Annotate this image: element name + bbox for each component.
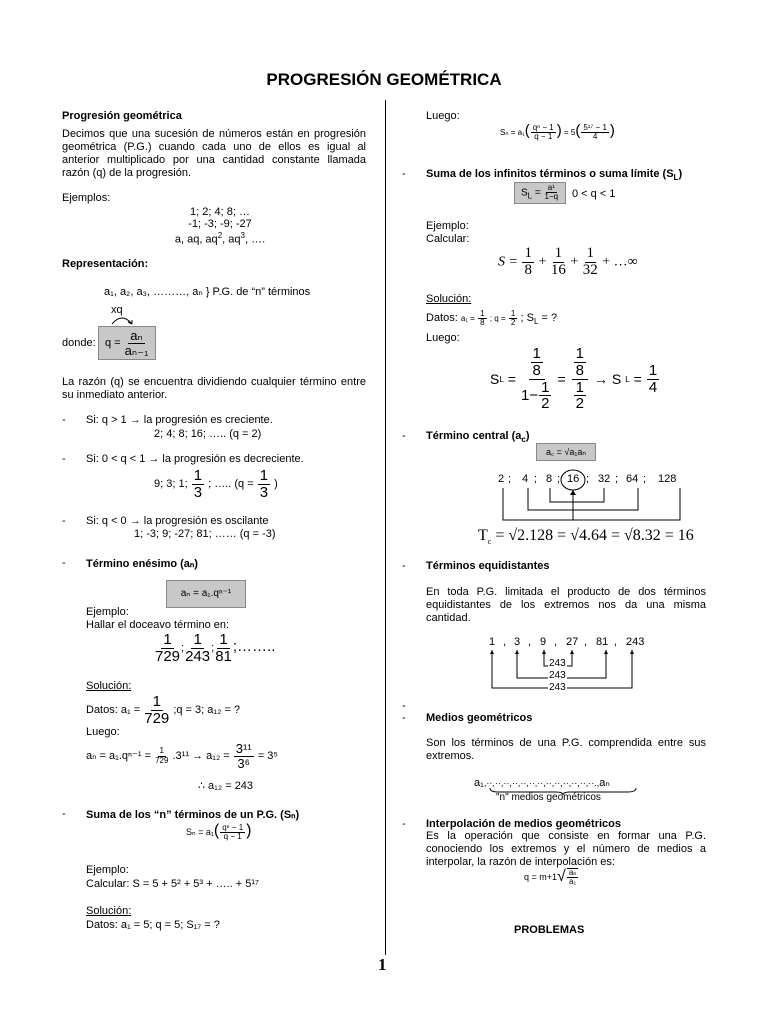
suma-limite-formula-box: $S_L$ = $\frac{\text{a¹}}{1-q}$ [514,182,566,204]
sequence-fractions: $\frac{1}{729}$ ; $\frac{1}{243}$ ; $\frac{1}{81}$ ;…….. [155,631,276,665]
problemas-heading: PROBLEMAS [514,924,585,936]
ejemplo-label: Ejemplo: [426,220,469,232]
infinite-series: S = $\frac{1}{8}$ + $\frac{1}{16}$ + $\frac{1}{32}$ + …∞ [498,245,638,278]
example-3: a, aq, $aq^2$, $aq^3$, …. [174,231,266,246]
seq-term: 128 [658,473,677,485]
seq-term: 64 [626,473,639,485]
medios-label: "n" medios geométricos [496,792,601,803]
seq-term: 8 [546,473,553,485]
central-diagram [490,466,690,526]
central-result: $T_c = √2.128 = √4.64 = √8.32 = 16$ [478,527,694,547]
seq-term: 27 [566,636,579,648]
product-label: 243 [549,682,566,693]
heading-terminos-equidistantes: Términos equidistantes [426,560,550,572]
bullet-dash: - [62,557,66,569]
bullet-dash: - [402,430,406,442]
suma-limite-computation: S L = $\frac{1}{8}$ 1− $\frac{1}{2}$ = $\frac{\frac{1}{8}}{\frac{1}{2}}$ → S L = $\frac{1}{4}$ [490,345,658,413]
case-decreciente: Si: 0 < q < 1 → la progresión es decreciente. [86,453,304,465]
seq-term: 1 [489,636,496,648]
equidistant-sequence: 1 , 3 , 9 , 27 , 81 , 243 [489,636,645,648]
enesimo-computation: aₙ = a₁.qⁿ⁻¹ = $\frac{1}{729}$ .3¹¹ → a₁₂ = $\frac{\text{3¹¹}}{\text{3⁶}}$ = 3⁵ [86,741,278,771]
case-creciente-example: 2; 4; 8; 16; ….. (q = 2) [154,428,262,440]
case-creciente: Si: q > 1 → la progresión es creciente. [86,414,273,426]
heading-termino-enesimo: Término enésimo (aₙ) [86,558,198,570]
page-title: PROGRESIÓN GEOMÉTRICA [266,70,502,89]
equidistantes-paragraph: En toda P.G. limitada el producto de dos términos equidistantes de los extremos nos da una misma cantidad. [426,586,706,624]
example-1: 1; 2; 4; 8; … [190,206,250,218]
case-oscilante-example: 1; -3; 9; -27; 81; …… (q = -3) [134,528,276,540]
seq-term: 243 [626,636,645,648]
razon-paragraph: La razón (q) se encuentra dividiendo cualquier término entre su inmediato anterior. [62,376,366,401]
seq-term: 9 [540,636,547,648]
seq-term: 81 [596,636,609,648]
luego-label: Luego: [426,110,460,122]
bullet-dash: - [402,700,406,712]
central-formula-box: a꜀ = √a₁aₙ [536,443,596,461]
bullet-dash: - [62,515,66,527]
bullet-dash: - [402,168,406,180]
bullet-dash: - [62,453,66,465]
datos-line: Datos: a₁ = 5; q = 5; S₁₇ = ? [86,919,220,931]
bullet-dash: - [402,818,406,830]
result-a12: ∴ a₁₂ = 243 [198,780,254,792]
product-label: 243 [549,670,566,681]
datos-line: Datos: a₁ = $\frac{1}{729}$ ;q = 3; a₁₂ = ? [86,693,241,727]
bullet-dash: - [62,808,66,820]
interpolacion-formula: q = m+1 √ $\frac{\text{aₙ}}{\text{a₁}}$ [524,868,577,887]
solucion-label: Solución: [426,293,472,305]
calcular-text: Calcular: S = 5 + 5² + 5³ + ….. + 5¹⁷ [86,878,260,890]
product-label: 243 [549,658,566,669]
xq-label: xq [111,304,123,316]
column-divider [385,100,386,955]
central-sequence: 2 ; 4 ; 8 ; 16 ; 32 ; 64 ; 128 [498,473,677,485]
bullet-dash: - [402,712,406,724]
equidistant-diagram [486,648,686,694]
interpolacion-paragraph: Es la operación que consiste en formar una P.G. conociendo los extremos y el número de medios a interpolar, la razón de interpolación es: [426,830,706,868]
solucion-label: Solución: [86,680,132,692]
donde-label: donde: [62,337,96,349]
heading-suma-n: Suma de los “n” términos de un P.G. (Sₙ) [86,809,300,821]
example-2: -1; -3; -9; -27 [188,218,252,230]
hallar-text: Hallar el doceavo término en: [86,619,230,631]
page-number: 1 [378,955,387,974]
heading-medios-geometricos: Medios geométricos [426,712,533,724]
heading-suma-limite: Suma de los infinitos términos o suma límite $(S_L)$ [426,168,683,183]
medios-paragraph: Son los términos de una P.G. comprendida entre sus extremos. [426,737,706,762]
luego-label: Luego: [86,726,120,738]
case-oscilante: Si: q < 0 → la progresión es oscilante [86,515,269,527]
bullet-dash: - [402,560,406,572]
seq-term: 4 [522,473,529,485]
calcular-label: Calcular: [426,233,470,245]
suma-computation: Sₙ = a₁( $\frac{\text{qⁿ − 1}}{q - 1}$ ) = 5( $\frac{\text{5¹⁷ − 1}}{4}$ ) [500,122,615,142]
seq-term: 32 [598,473,611,485]
seq-term: 2 [498,473,505,485]
seq-term: 3 [514,636,521,648]
intro-paragraph: Decimos que una sucesión de números están en progresión geométrica (P.G.) cuando cada uno de ellos es igual al anterior multiplicado por una cantidad constante llamada razón (q) de la progresión. [62,128,366,179]
heading-termino-central: Término central $(a_c)$ [426,430,530,445]
solucion-label: Solución: [86,905,132,917]
condition-text: 0 < q < 1 [572,188,616,200]
ejemplo-label: Ejemplo: [86,864,129,876]
heading-representacion: Representación: [62,258,149,270]
ejemplos-label: Ejemplos: [62,192,111,204]
seq-term-central: 16 [567,473,580,485]
medios-formula: a₁,··,··,··,··,··,··,··,··,··,··,··,··,··.,aₙ [474,777,610,789]
enesimo-formula-box: aₙ = a₁.qⁿ⁻¹ [166,580,246,608]
luego-label: Luego: [426,332,460,344]
bullet-dash: - [62,414,66,426]
razon-formula-box: q = $\frac{\text{aₙ}}{\text{aₙ₋₁}}$ [98,326,156,360]
case-decreciente-example: 9; 3; 1; $\frac{1}{3}$ ; ….. (q = $\frac{1}{3}$ ) [154,467,278,501]
ejemplo-label: Ejemplo: [86,606,129,618]
heading-progresion: Progresión geométrica [62,110,182,122]
suma-formula: Sₙ = a₁( $\frac{\text{qⁿ − 1}}{q - 1}$ ) [186,822,252,842]
datos-line: Datos: a₁ = $\frac{1}{8}$ ; q = $\frac{1}{2}$ ; $S_L$ = ? [426,309,558,328]
heading-interpolacion: Interpolación de medios geométricos [426,818,621,830]
representation-sequence: a₁, a₂, a₃, ………, aₙ } P.G. de “n” términos [104,286,311,298]
